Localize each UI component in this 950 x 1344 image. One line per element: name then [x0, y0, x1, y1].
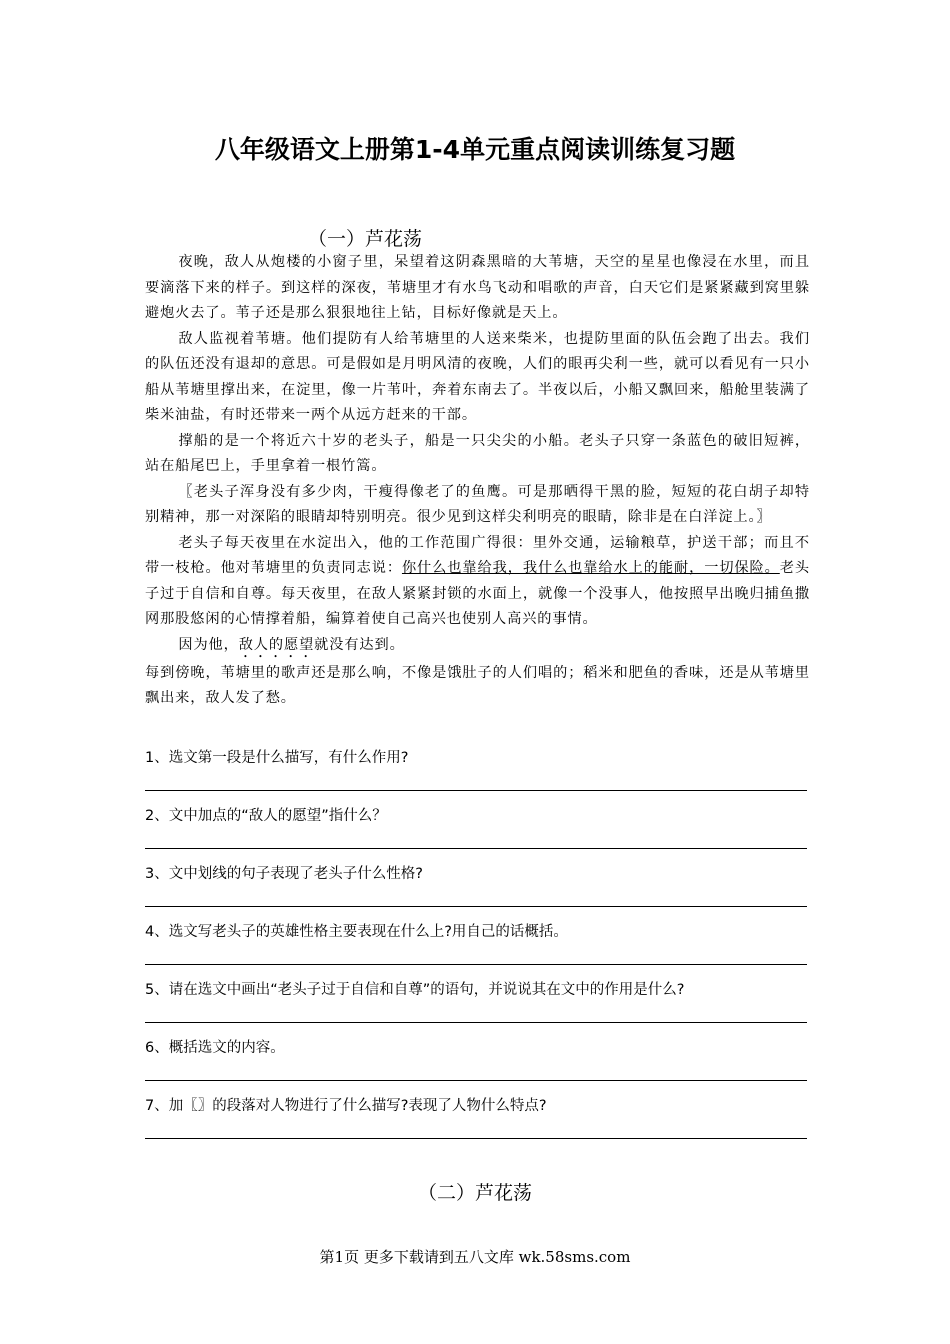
passage-paragraph-bracketed: 〖老头子浑身没有多少肉，干瘦得像老了的鱼鹰。可是那晒得干黑的脸，短短的花白胡子却特别精神，那一对深陷的眼睛却特别明亮。很少见到这样尖利明亮的眼睛，除非是在白洋淀上。〗 [145, 483, 810, 525]
answer-line[interactable] [145, 1022, 807, 1023]
question-text: 4、选文写老头子的英雄性格主要表现在什么上?用自己的话概括。 [145, 924, 568, 940]
question-item [145, 747, 807, 805]
question-text: 7、加〖〗的段落对人物进行了什么描写?表现了人物什么特点? [145, 1098, 547, 1114]
text-run: 老头子过于自信和自尊。每天夜里，在敌人紧紧封锁的水面上，就像一个没事人，他按照早出晚归捕鱼撒网那股悠闲的心情撑着船，编算着使自己高兴也使别人高兴的事情。 [145, 560, 810, 627]
question-text: 6、概括选文的内容。 [145, 1040, 285, 1056]
passage-paragraph [145, 531, 810, 633]
passage-paragraph [145, 633, 810, 661]
section-heading-2: （二）芦花荡 [417, 1182, 532, 1204]
question-text: 3、文中划线的句子表现了老头子什么性格? [145, 866, 423, 882]
answer-line[interactable] [145, 1080, 807, 1081]
answer-line[interactable] [145, 964, 807, 965]
question-text: 2、文中加点的“敌人的愿望”指什么？ [145, 808, 387, 824]
text-run: 因为他， [178, 636, 239, 653]
page-title: 八年级语文上册第1-4单元重点阅读训练复习题 [214, 135, 736, 164]
question-item [145, 863, 807, 921]
answer-line[interactable] [145, 848, 807, 849]
question-item [145, 1037, 807, 1095]
passage-paragraph: 每到傍晚，苇塘里的歌声还是那么响，不像是饿肚子的人们唱的；稻米和肥鱼的香味，还是从苇塘里飘出来，敌人发了愁。 [145, 664, 810, 706]
dotted-phrase: 敌人的愿望 [238, 636, 315, 653]
answer-line[interactable] [145, 790, 807, 791]
passage-paragraph: 夜晚，敌人从炮楼的小窗子里，呆望着这阴森黑暗的大苇塘，天空的星星也像浸在水里，而且要滴落下来的样子。到这样的深夜，苇塘里才有水鸟飞动和唱歌的声音，白天它们是紧紧藏到窝里躲避炮火去了。苇子还是那么狠狠地往上钻，目标好像就是天上。 [145, 254, 810, 321]
answer-line[interactable] [145, 1138, 807, 1139]
passage-paragraph: 撑船的是一个将近六十岁的老头子，船是一只尖尖的小船。老头子只穿一条蓝色的破旧短裤，站在船尾巴上，手里拿着一根竹篙。 [145, 432, 810, 474]
question-item [145, 1095, 807, 1153]
passage-paragraph: 敌人监视着苇塘。他们提防有人给苇塘里的人送来柴米，也提防里面的队伍会跑了出去。我们的队伍还没有退却的意思。可是假如是月明风清的夜晚，人们的眼再尖利一些，就可以看见有一只小船从苇塘里撑出来，在淀里，像一片苇叶，奔着东南去了。半夜以后，小船又飘回来，船舱里装满了柴米油盐，有时还带来一两个从远方赶来的干部。 [145, 330, 810, 423]
reading-passage [145, 250, 810, 712]
question-item [145, 921, 807, 979]
question-item [145, 979, 807, 1037]
underlined-sentence: 你什么也靠给我，我什么也靠给水上的能耐，一切保险。 [401, 560, 780, 576]
question-list [145, 747, 807, 1153]
question-text: 5、请在选文中画出“老头子过于自信和自尊”的语句，并说说其在文中的作用是什么? [145, 982, 685, 998]
question-text: 1、选文第一段是什么描写，有什么作用? [145, 750, 409, 766]
text-run: 老头子每天夜里在水淀出入，他的工作范围广得很：里外交通，运输粮草，护送干部；而且不带一枝枪。他对苇塘里的负责同志说： [145, 534, 810, 576]
answer-line[interactable] [145, 906, 807, 907]
question-item [145, 805, 807, 863]
section-heading-1: （一）芦花荡 [308, 228, 423, 250]
text-run: 就没有达到。 [314, 636, 405, 653]
page-footer: 第1页 更多下载请到五八文库 wk.58sms.com [319, 1248, 631, 1266]
